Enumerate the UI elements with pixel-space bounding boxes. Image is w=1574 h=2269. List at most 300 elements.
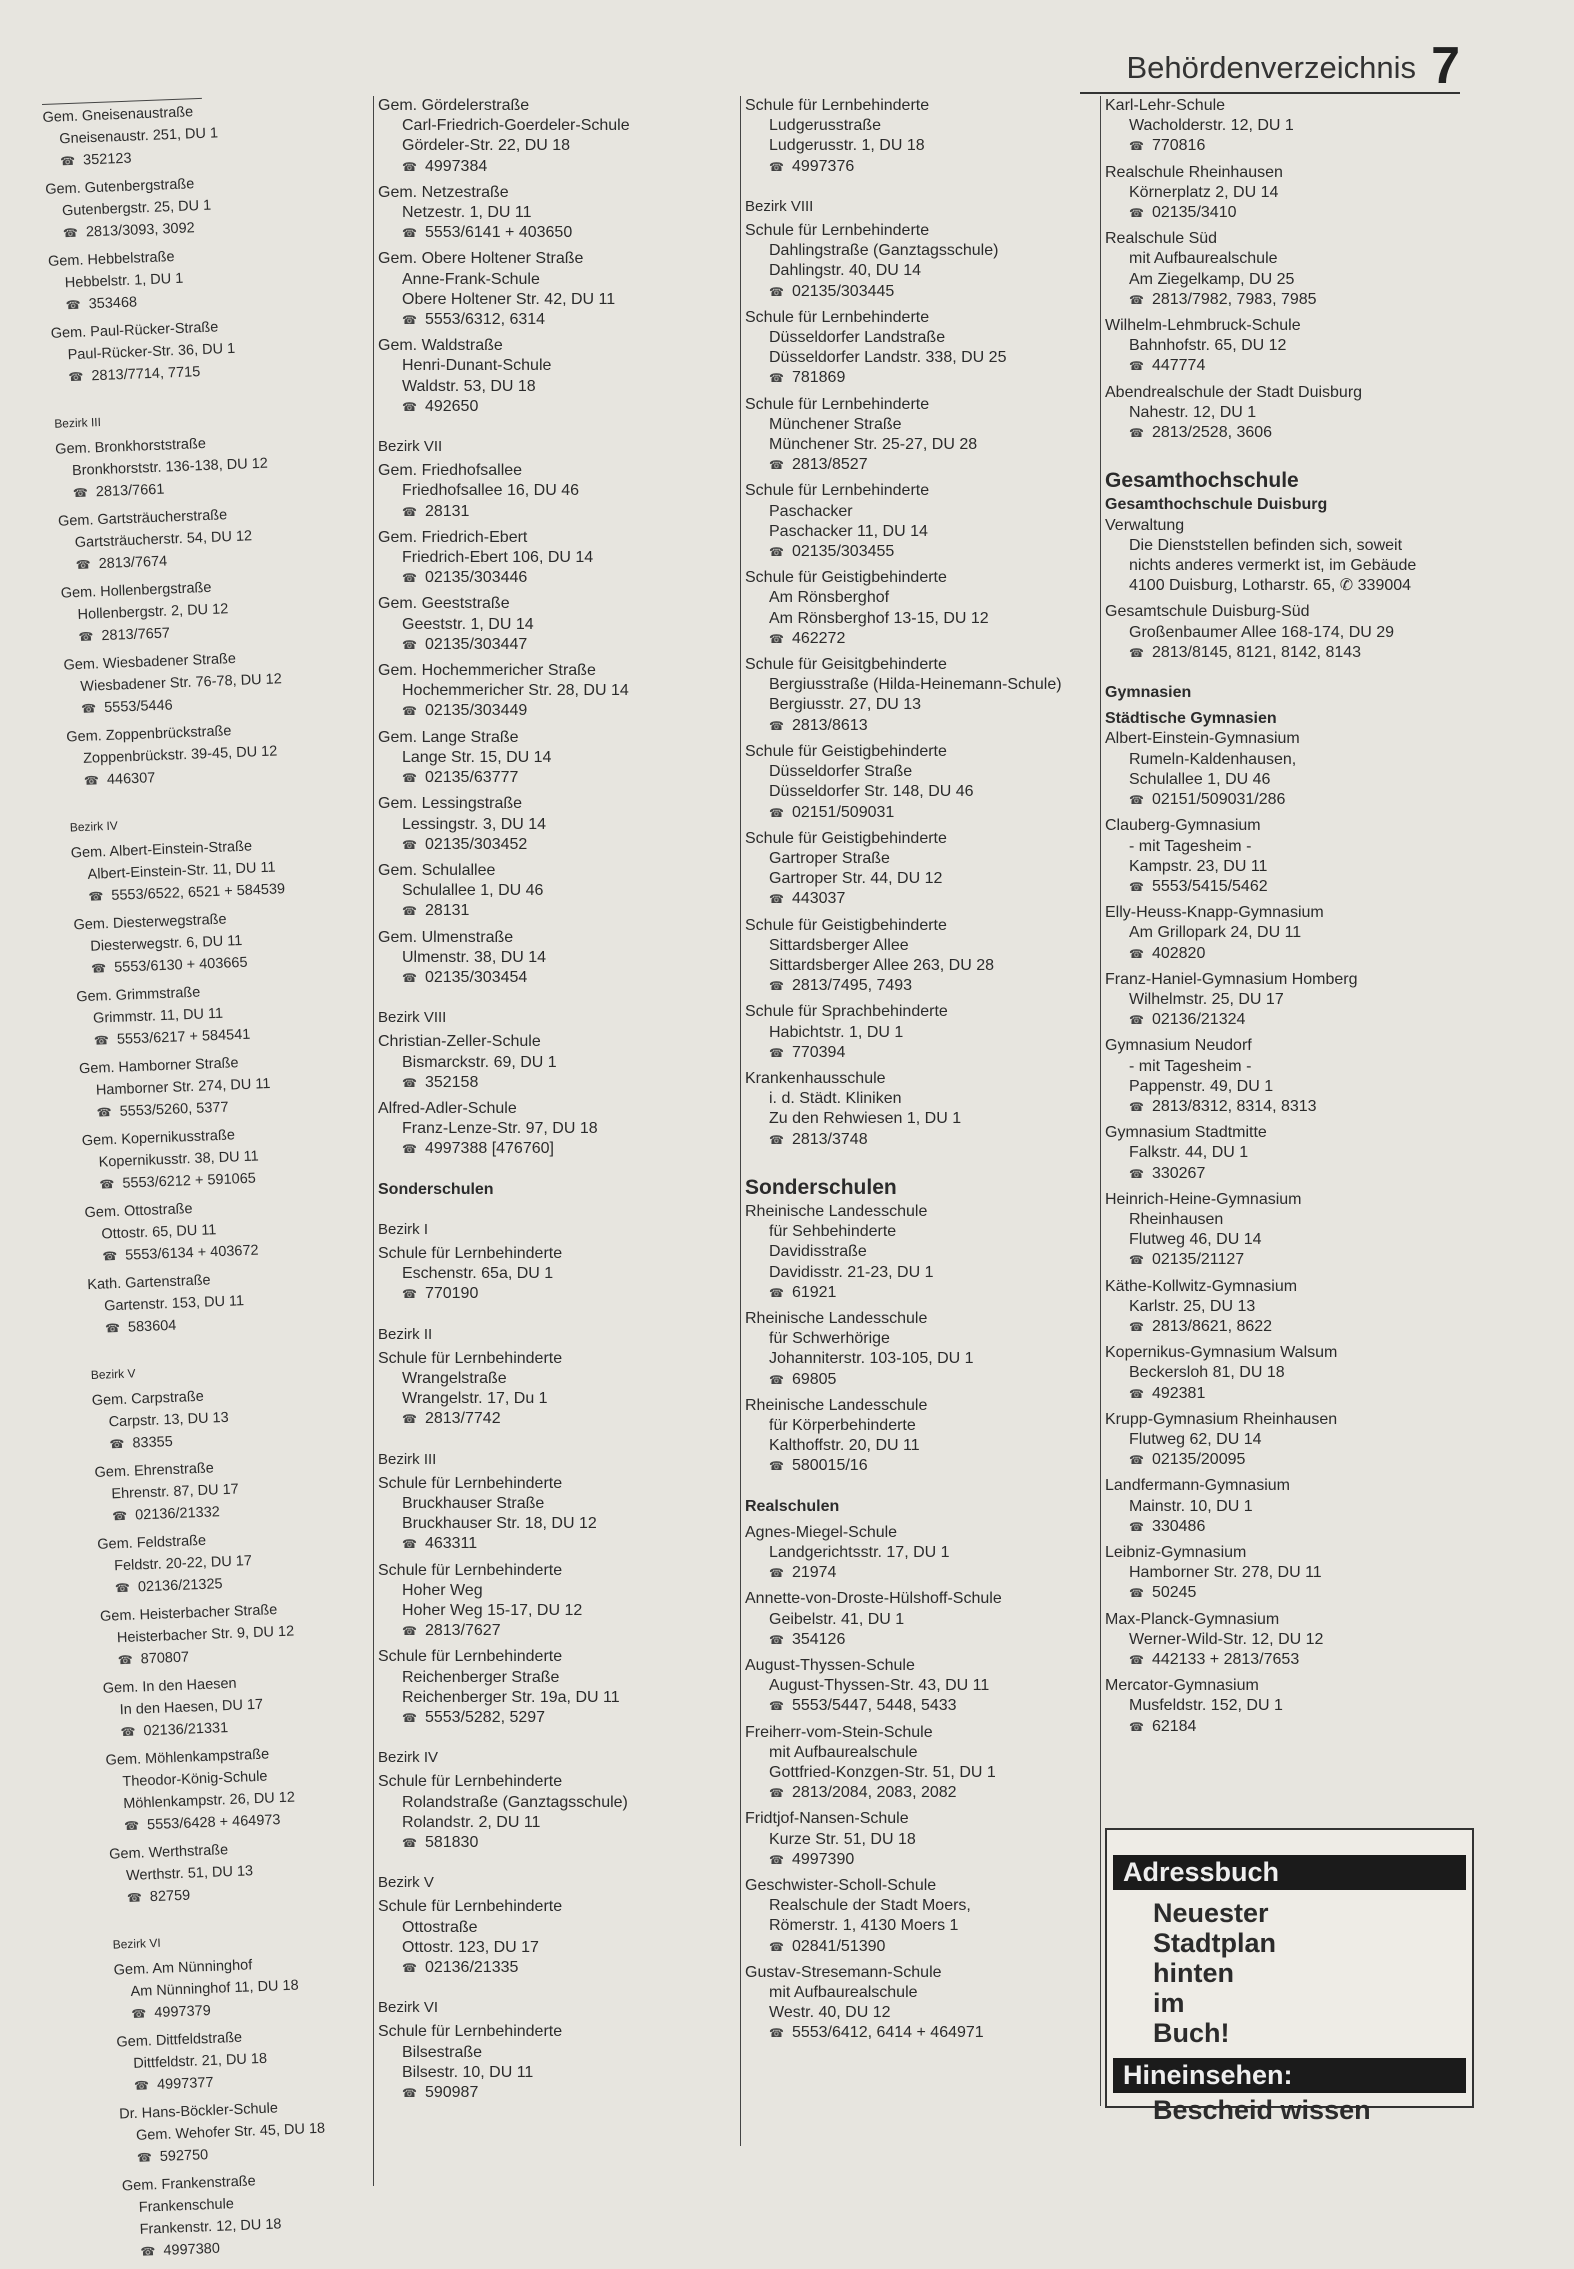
entry-address-line: Friedhofsallee 16, DU 46 [402, 482, 579, 500]
phone-number: 02151/509031 [791, 803, 895, 821]
entry-name: Gem. Ottostraße [84, 1201, 193, 1222]
district-label: Bezirk VI [378, 1999, 439, 2017]
entry-name: Krankenhausschule [745, 1069, 886, 1087]
entry-address-line: Düsseldorfer Straße [769, 763, 913, 781]
entry-name: Gem. Feldstraße [97, 1532, 207, 1553]
directory-entry [79, 1046, 399, 1124]
entry-address-line: Albert-Einstein-Str. 11, DU 11 [87, 859, 276, 883]
entry-phone [1105, 1384, 1460, 1404]
phone-number: 2813/2528, 3606 [1151, 424, 1273, 442]
entry-address-line: Pappenstr. 49, DU 1 [1129, 1077, 1274, 1095]
entry-address-line: Sittardsberger Allee [769, 936, 909, 954]
entry-address-line: Düsseldorfer Landstraße [769, 329, 946, 347]
entry-phone [1105, 1097, 1460, 1117]
entry-address-line: Gördeler-Str. 22, DU 18 [402, 137, 571, 155]
directory-entry [745, 1069, 1100, 1150]
entry-name: Gem. Zoppenbrückstraße [66, 723, 232, 746]
entry-phone [1105, 423, 1460, 443]
entry-name: August-Thyssen-Schule [745, 1657, 915, 1675]
phone-number: 2813/8621, 8622 [1151, 1317, 1273, 1335]
telephone-icon: ☎ [402, 1287, 417, 1302]
directory-entry [378, 461, 733, 522]
entry-phone [745, 2023, 1100, 2043]
entry-address-line: Gartenstr. 153, DU 11 [103, 1293, 245, 1315]
telephone-icon: ☎ [769, 1132, 784, 1147]
directory-entry [745, 1309, 1100, 1390]
telephone-icon: ☎ [120, 1724, 136, 1740]
entry-address-line: Paschacker 11, DU 14 [769, 522, 928, 540]
entry-phone [1105, 356, 1460, 376]
phone-number: 02841/51390 [791, 1937, 886, 1955]
telephone-icon: ☎ [1129, 292, 1144, 307]
page-title: Behördenverzeichnis [1126, 50, 1416, 85]
entry-name: Mercator-Gymnasium [1105, 1677, 1259, 1695]
entry-phone [1105, 1317, 1460, 1337]
phone-number: 02135/303455 [791, 543, 895, 561]
directory-entry [378, 1561, 733, 1642]
entry-phone [745, 1630, 1100, 1650]
phone-number: 02135/303449 [424, 702, 528, 720]
entry-address-line: Geibelstr. 41, DU 1 [769, 1610, 905, 1628]
entry-phone [745, 1696, 1100, 1716]
entry-address-line: Gem. Wehofer Str. 45, DU 18 [135, 2120, 326, 2144]
entry-address-line: Gartroper Str. 44, DU 12 [769, 870, 943, 888]
entry-address-line: Düsseldorfer Landstr. 338, DU 25 [769, 349, 1007, 367]
telephone-icon: ☎ [131, 2006, 147, 2021]
phone-number: 02135/20095 [1151, 1451, 1246, 1469]
district-label: Bezirk VII [378, 438, 443, 456]
entry-address-line: Geeststr. 1, DU 14 [402, 615, 534, 633]
directory-entry [378, 661, 733, 722]
entry-address-line: für Sehbehinderte [769, 1223, 897, 1241]
telephone-icon: ☎ [402, 1412, 417, 1427]
entry-address-line: Waldstr. 53, DU 18 [402, 377, 536, 395]
phone-number: 463311 [424, 1535, 478, 1553]
directory-entry [66, 714, 386, 792]
telephone-icon: ☎ [402, 637, 417, 652]
phone-number: 446307 [106, 770, 156, 788]
entry-address-line: Rumeln-Kaldenhausen, [1129, 750, 1297, 768]
entry-name: Gem. Gördelerstraße [378, 97, 530, 114]
phone-number: 5553/6134 + 403672 [124, 1242, 259, 1264]
page-header [1080, 34, 1460, 94]
directory-entry [97, 1522, 417, 1600]
telephone-icon: ☎ [769, 1699, 784, 1714]
entry-address-line: Carpstr. 13, DU 13 [108, 1409, 229, 1431]
district-label: Bezirk VIII [745, 197, 814, 215]
phone-number: 02135/63777 [424, 769, 519, 787]
telephone-icon: ☎ [402, 313, 417, 328]
entry-name: Gem. Am Nünninghof [113, 1957, 253, 1979]
entry-address-line: Hebbelstr. 1, DU 1 [64, 270, 184, 292]
phone-number: 580015/16 [791, 1457, 868, 1475]
phone-number: 2813/7982, 7983, 7985 [1151, 290, 1317, 308]
entry-name: Gem. In den Haesen [102, 1675, 237, 1697]
entry-address-line: Am Rönsberghof 13-15, DU 12 [769, 609, 989, 627]
entry-phone [745, 1043, 1100, 1063]
entry-phone [1105, 1717, 1460, 1737]
telephone-icon: ☎ [402, 970, 417, 985]
entry-phone [745, 157, 1100, 177]
entry-address-line: Düsseldorfer Str. 148, DU 46 [769, 783, 974, 801]
entry-address-line: Frankenstr. 12, DU 18 [139, 2216, 282, 2238]
telephone-icon: ☎ [104, 1320, 121, 1336]
entry-phone [1105, 944, 1460, 964]
entry-name: Schule für Lernbehinderte [378, 1561, 563, 1579]
phone-number: 2813/8145, 8121, 8142, 8143 [1151, 643, 1362, 661]
entry-address-line: Kurze Str. 51, DU 18 [769, 1830, 916, 1848]
telephone-icon: ☎ [78, 629, 94, 644]
entry-name: Gustav-Stresemann-Schule [745, 1963, 942, 1981]
entry-address-line: Möhlenkampstr. 26, DU 12 [123, 1789, 296, 1813]
directory-entry [745, 1809, 1100, 1870]
directory-entry [745, 568, 1100, 649]
directory-entry [1105, 229, 1460, 310]
entry-address-line: Münchener Str. 25-27, DU 28 [769, 436, 978, 454]
entry-address-line: Kopernikusstr. 38, DU 11 [98, 1148, 259, 1171]
telephone-icon: ☎ [1129, 1099, 1144, 1114]
entry-name: Max-Planck-Gymnasium [1105, 1610, 1280, 1628]
entry-address-line: Heisterbacher Str. 9, DU 12 [116, 1623, 295, 1647]
directory-entry [1105, 1410, 1460, 1471]
entry-address-line: Römerstr. 1, 4130 Moers 1 [769, 1917, 959, 1935]
entry-address-line: Bilsestr. 10, DU 11 [402, 2063, 534, 2081]
phone-number: 2813/3093, 3092 [85, 220, 196, 241]
entry-phone [1105, 136, 1460, 156]
entry-address-line: Reichenberger Str. 19a, DU 11 [402, 1688, 620, 1706]
district-label: Bezirk II [378, 1325, 433, 1343]
entry-address-line: i. d. Städt. Kliniken [769, 1090, 902, 1108]
district-label: Bezirk IV [69, 818, 119, 835]
directory-entry [745, 1202, 1100, 1303]
directory-entry [87, 1262, 407, 1340]
entry-phone [378, 901, 733, 921]
directory-entry [745, 308, 1100, 389]
telephone-icon: ☎ [111, 1508, 128, 1524]
entry-address-line: Lessingstr. 3, DU 14 [402, 815, 547, 833]
entry-name: Kath. Gartenstraße [87, 1272, 211, 1294]
telephone-icon: ☎ [1129, 1386, 1144, 1401]
phone-number: 492381 [1151, 1384, 1206, 1402]
directory-entry [745, 1002, 1100, 1063]
entry-name: Gem. Kopernikusstraße [81, 1127, 236, 1150]
entry-address-line: Bruckhauser Str. 18, DU 12 [402, 1515, 597, 1533]
entry-address-line: Dittfeldstr. 21, DU 18 [132, 2050, 268, 2072]
entry-address-line: Friedrich-Ebert 106, DU 14 [402, 549, 594, 567]
entry-name: Heinrich-Heine-Gymnasium [1105, 1190, 1302, 1208]
entry-phone [745, 1370, 1100, 1390]
directory-entry [378, 594, 733, 655]
directory-entry [378, 528, 733, 589]
telephone-icon: ☎ [1129, 1319, 1144, 1334]
section-heading: Gymnasien [1105, 684, 1192, 702]
phone-number: 2813/7657 [101, 625, 171, 645]
entry-name: Agnes-Miegel-Schule [745, 1523, 898, 1541]
directory-entry [84, 1190, 404, 1268]
telephone-icon: ☎ [102, 1248, 118, 1264]
directory-column-3 [740, 96, 1100, 2146]
directory-entry [745, 1963, 1100, 2044]
entry-address-line: Bilsestraße [402, 2043, 483, 2061]
telephone-icon: ☎ [402, 2086, 417, 2101]
entry-name: Annette-von-Droste-Hülshoff-Schule [745, 1590, 1002, 1608]
section-title: Sonderschulen [745, 1175, 897, 1199]
entry-name: Christian-Zeller-Schule [378, 1033, 541, 1051]
entry-phone [378, 223, 733, 243]
entry-name: Schule für Lernbehinderte [745, 222, 930, 240]
telephone-icon: ☎ [402, 504, 417, 519]
entry-name: Landfermann-Gymnasium [1105, 1477, 1290, 1495]
entry-name: Gesamtschule Duisburg-Süd [1105, 603, 1310, 621]
telephone-icon: ☎ [1129, 1166, 1144, 1181]
telephone-icon: ☎ [402, 399, 417, 414]
telephone-icon: ☎ [769, 979, 784, 994]
entry-phone [378, 397, 733, 417]
phone-number: 02135/303447 [424, 635, 528, 653]
phone-number: 02135/21127 [1151, 1251, 1245, 1269]
entry-address-line: Davidisstr. 21-23, DU 1 [769, 1263, 934, 1281]
phone-number: 62184 [1151, 1717, 1197, 1735]
telephone-icon: ☎ [769, 2026, 784, 2041]
phone-number: 2813/7661 [95, 481, 165, 501]
phone-number: 02135/303454 [424, 968, 528, 986]
telephone-icon: ☎ [1129, 645, 1144, 660]
entry-phone [745, 1283, 1100, 1303]
telephone-icon: ☎ [402, 904, 417, 919]
phone-number: 2813/7627 [424, 1622, 501, 1640]
entry-address-line: Wrangelstr. 17, Du 1 [402, 1390, 548, 1408]
directory-entry [378, 1647, 733, 1728]
district-label: Bezirk IV [378, 1749, 439, 1767]
entry-name: Gem. Netzestraße [378, 183, 509, 201]
telephone-icon: ☎ [769, 892, 784, 907]
entry-address-line: - mit Tagesheim - [1129, 837, 1252, 855]
section-heading: Sonderschulen [378, 1180, 494, 1198]
entry-address-line: Bronkhorststr. 136-138, DU 12 [71, 455, 269, 480]
directory-entry [378, 1099, 733, 1160]
phone-number: 5553/6312, 6314 [424, 311, 546, 329]
entry-address-line: Sittardsberger Allee 263, DU 28 [769, 956, 995, 974]
entry-phone [1105, 877, 1460, 897]
telephone-icon: ☎ [402, 571, 417, 586]
entry-address-line: Bergiusstraße (Hilda-Heinemann-Schule) [769, 676, 1062, 694]
telephone-icon: ☎ [126, 1890, 143, 1906]
entry-phone [378, 157, 733, 177]
telephone-icon: ☎ [402, 1961, 417, 1976]
directory-entry [1105, 383, 1460, 444]
telephone-icon: ☎ [1129, 1586, 1144, 1601]
directory-entry [42, 95, 362, 173]
directory-entry [378, 336, 733, 417]
entry-phone [1105, 203, 1460, 223]
directory-entry [76, 974, 396, 1052]
phone-number: 02135/3410 [1151, 204, 1237, 222]
entry-phone [378, 568, 733, 588]
entry-address-line: Hollenbergstr. 2, DU 12 [77, 601, 229, 624]
telephone-icon: ☎ [133, 2078, 150, 2093]
telephone-icon: ☎ [1129, 793, 1144, 808]
entry-name: Albert-Einstein-Gymnasium [1105, 730, 1300, 748]
entry-phone [1105, 790, 1460, 810]
directory-entry [1105, 316, 1460, 377]
entry-name: Schule für Lernbehinderte [378, 2023, 563, 2041]
directory-entry [378, 2022, 733, 2103]
entry-phone [745, 1130, 1100, 1150]
phone-number: 5553/6141 + 403650 [424, 224, 573, 242]
phone-number: 353468 [88, 294, 138, 313]
entry-name: Schule für Geistigbehinderte [745, 742, 947, 760]
entry-phone [745, 889, 1100, 909]
entry-address-line: Dahlingstr. 40, DU 14 [769, 262, 922, 280]
entry-address-line: Frankenschule [138, 2196, 235, 2216]
entry-address-line: Ludgerusstr. 1, DU 18 [769, 137, 925, 155]
telephone-icon: ☎ [93, 1033, 110, 1048]
phone-number: 770190 [424, 1285, 479, 1303]
directory-entry [1105, 1610, 1460, 1671]
directory-entry [745, 829, 1100, 910]
entry-name: Käthe-Kollwitz-Gymnasium [1105, 1277, 1298, 1295]
phone-number: 02151/509031/286 [1151, 791, 1286, 809]
entry-phone [378, 1708, 733, 1728]
entry-address-line: Wiesbadener Str. 76-78, DU 12 [80, 671, 283, 695]
entry-name: Fridtjof-Nansen-Schule [745, 1810, 909, 1828]
entry-phone [1105, 1010, 1460, 1030]
entry-name: Realschule Rheinhausen [1105, 163, 1283, 181]
directory-entry [81, 1118, 401, 1196]
directory-entry [1105, 729, 1460, 810]
entry-name: Gem. Heisterbacher Straße [99, 1602, 278, 1625]
telephone-icon: ☎ [769, 458, 784, 473]
entry-name: Gem. Dittfeldstraße [116, 2029, 243, 2051]
entry-address-line: Am Nünninghof 11, DU 18 [130, 1977, 299, 2000]
entry-address-line: Lange Str. 15, DU 14 [402, 748, 552, 766]
directory-entry [1105, 1476, 1460, 1537]
telephone-icon: ☎ [769, 1632, 784, 1647]
telephone-icon: ☎ [109, 1436, 125, 1452]
directory-entry [745, 1876, 1100, 1957]
entry-address-line: Am Grillopark 24, DU 11 [1129, 924, 1302, 942]
entry-phone [378, 1073, 733, 1093]
directory-entry [73, 902, 393, 980]
entry-address-line: Westr. 40, DU 12 [769, 2004, 891, 2022]
directory-entry [378, 1772, 733, 1853]
entry-address-line: Am Ziegelkamp, DU 25 [1129, 270, 1295, 288]
telephone-icon: ☎ [769, 545, 784, 560]
telephone-icon: ☎ [136, 2150, 153, 2165]
directory-column-2 [373, 96, 733, 2186]
entry-name: Gymnasium Stadtmitte [1105, 1124, 1267, 1142]
entry-name: Rheinische Landesschule [745, 1202, 928, 1220]
telephone-icon: ☎ [90, 961, 107, 976]
entry-phone [378, 768, 733, 788]
entry-address-line: Körnerplatz 2, DU 14 [1129, 183, 1279, 201]
entry-address-line: Hamborner Str. 278, DU 11 [1129, 1564, 1322, 1582]
entry-address-line: Franz-Lenze-Str. 97, DU 18 [402, 1120, 598, 1138]
entry-address-line: Reichenberger Straße [402, 1668, 560, 1686]
directory-entry [745, 1396, 1100, 1477]
entry-phone [1105, 1650, 1460, 1670]
district-label: Bezirk V [378, 1874, 434, 1892]
entry-name: Schule für Lernbehinderte [378, 1648, 563, 1666]
entry-name: Gem. Hollenbergstraße [60, 579, 212, 602]
phone-number: 2813/8613 [791, 716, 868, 734]
entry-address-line: Ottostr. 123, DU 17 [402, 1938, 539, 1956]
telephone-icon: ☎ [769, 1852, 784, 1867]
phone-number: 581830 [424, 1834, 479, 1852]
entry-phone [378, 1833, 733, 1853]
district-label: Bezirk V [90, 1366, 136, 1383]
telephone-icon: ☎ [402, 159, 417, 174]
phone-number: 770816 [1151, 137, 1206, 155]
entry-name: Gem. Carpstraße [91, 1388, 205, 1410]
directory-entry [1105, 602, 1460, 663]
entry-phone [745, 368, 1100, 388]
entry-name: Schule für Lernbehinderte [745, 395, 930, 413]
entry-name: Verwaltung [1105, 516, 1185, 534]
phone-number: 447774 [1151, 357, 1206, 375]
entry-address-line: nichts anderes vermerkt ist, im Gebäude [1129, 557, 1417, 575]
telephone-icon: ☎ [140, 2244, 156, 2259]
entry-address-line: Die Dienststellen befinden sich, soweit [1129, 536, 1403, 554]
entry-address-line: Netzestr. 1, DU 11 [402, 204, 532, 222]
entry-address-line: Flutweg 46, DU 14 [1129, 1231, 1262, 1249]
section-heading: Realschulen [745, 1497, 840, 1515]
entry-address-line: Zoppenbrückstr. 39-45, DU 12 [82, 743, 278, 767]
telephone-icon: ☎ [1129, 426, 1144, 441]
phone-number: 4997379 [154, 2002, 212, 2022]
entry-address-line: Schulallee 1, DU 46 [402, 882, 544, 900]
phone-number: 492650 [424, 397, 479, 415]
entry-phone [745, 282, 1100, 302]
directory-entry [1105, 816, 1460, 897]
ad-footer: Bescheid wissen [1153, 2095, 1371, 2125]
phone-number: 5553/5447, 5448, 5433 [791, 1697, 957, 1715]
telephone-icon: ☎ [402, 1142, 417, 1157]
phone-number: 5553/6217 + 584541 [116, 1026, 251, 1048]
entry-address-line: In den Haesen, DU 17 [119, 1696, 264, 1719]
entry-phone [1105, 290, 1460, 310]
entry-name: Gem. Geeststraße [378, 595, 510, 613]
entry-address-line: August-Thyssen-Str. 43, DU 11 [769, 1677, 990, 1695]
entry-address-line: Am Rönsberghof [769, 589, 890, 607]
directory-entry [1105, 1676, 1460, 1737]
directory-entry [1105, 96, 1460, 157]
directory-entry [745, 1723, 1100, 1804]
entry-address-line: Henri-Dunant-Schule [402, 357, 552, 375]
district-label: Bezirk I [378, 1220, 429, 1238]
entry-address-line: Davidisstraße [769, 1243, 867, 1261]
telephone-icon: ☎ [83, 773, 100, 788]
entry-name: Gem. Frankenstraße [121, 2173, 256, 2195]
entry-address-line: Wilhelmstr. 25, DU 17 [1129, 990, 1284, 1008]
entry-address-line: Flutweg 62, DU 14 [1129, 1430, 1262, 1448]
entry-address-line: Gneisenaustr. 251, DU 1 [59, 125, 219, 148]
telephone-icon: ☎ [402, 1711, 417, 1726]
phone-number: 02136/21331 [143, 1720, 229, 1740]
phone-number: 4997376 [791, 157, 855, 175]
entry-address-line: Wrangelstraße [402, 1369, 507, 1387]
entry-name: Gem. Obere Holtener Straße [378, 250, 584, 268]
entry-address-line: Theodor-König-Schule [122, 1768, 268, 1791]
district-label: Bezirk VIII [378, 1009, 447, 1027]
entry-address-line: Habichtstr. 1, DU 1 [769, 1023, 904, 1041]
entry-name: Schule für Lernbehinderte [378, 1349, 563, 1367]
telephone-icon: ☎ [402, 704, 417, 719]
directory-entry [58, 498, 378, 576]
directory-entry [745, 742, 1100, 823]
entry-address-line: Hoher Weg [402, 1581, 483, 1599]
directory-entry [745, 916, 1100, 997]
